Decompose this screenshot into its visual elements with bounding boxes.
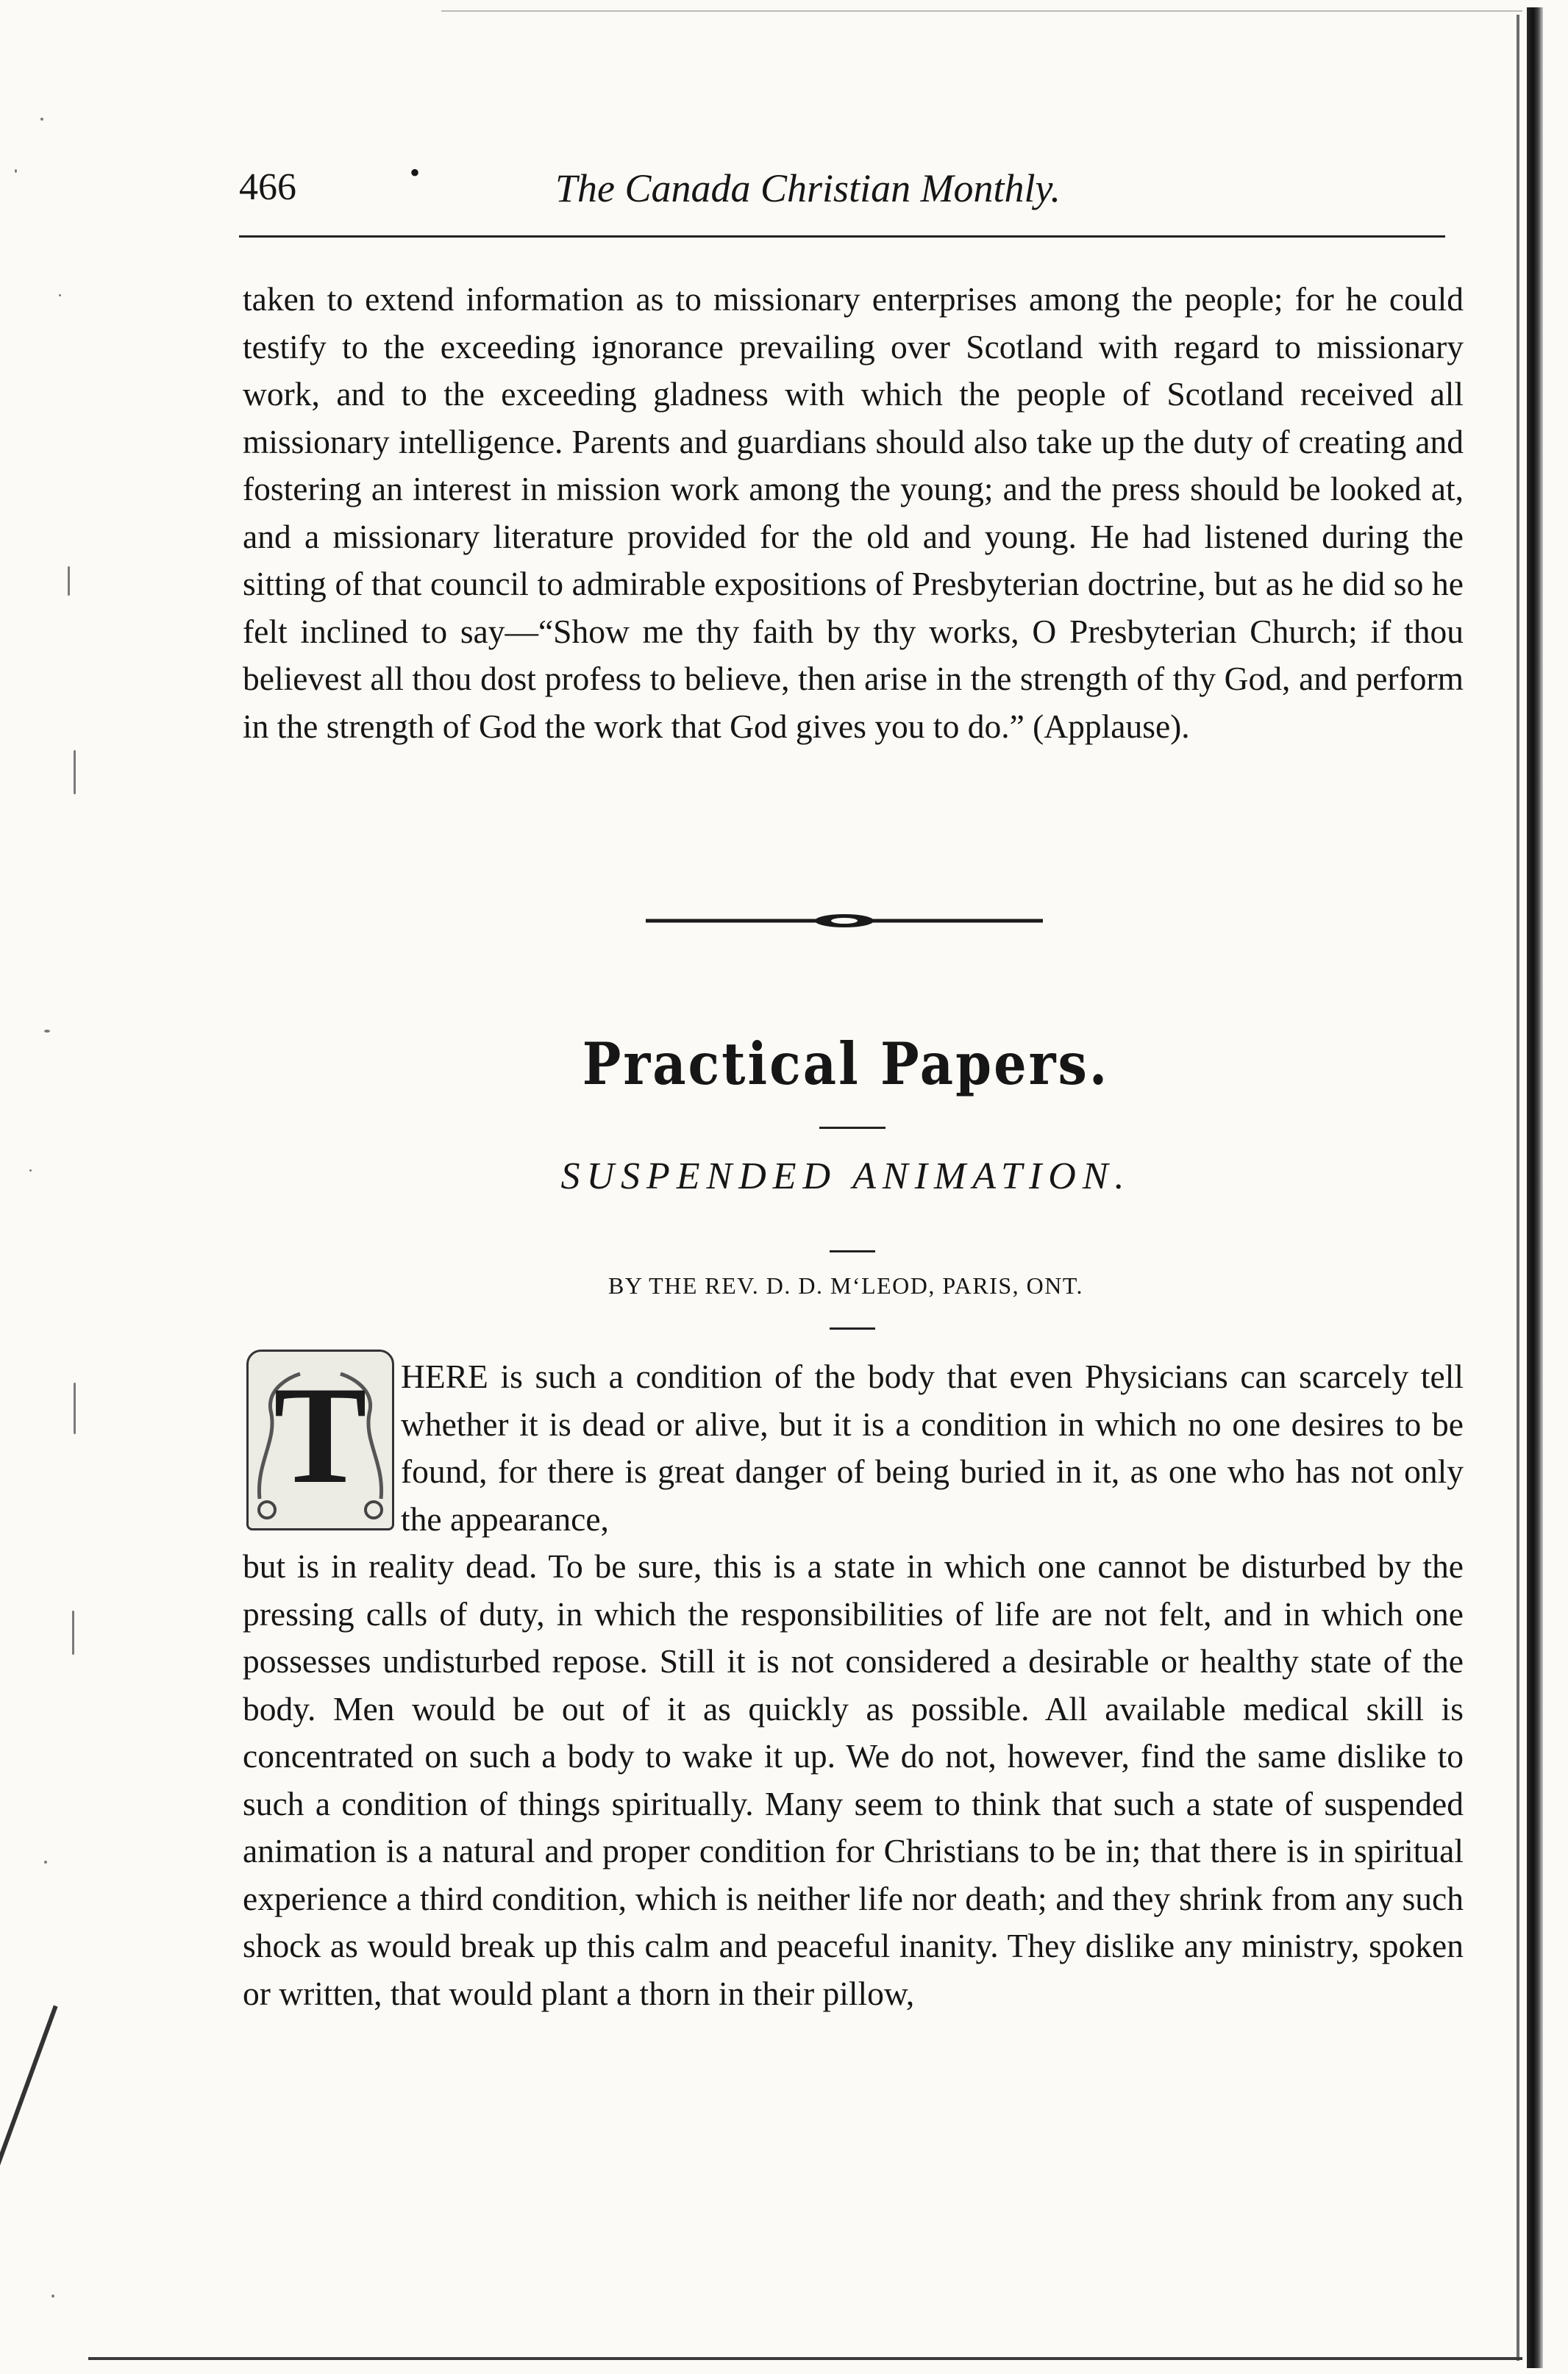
drop-cap-letter: T <box>274 1358 367 1513</box>
speck <box>74 1383 76 1434</box>
ornamental-drop-cap <box>246 1350 394 1530</box>
title-rule <box>819 1127 885 1129</box>
byline-rule <box>830 1327 875 1330</box>
speck <box>44 1861 47 1864</box>
title-rule <box>830 1250 875 1252</box>
byline: BY THE REV. D. D. M‘LEOD, PARIS, ONT. <box>607 1272 1084 1299</box>
speck <box>68 566 70 596</box>
speck <box>74 750 76 794</box>
article-lead-text: HERE is such a condition of the body that even Physicians can scarcely tell whether it is dead or alive, but it is a condition in which no one desires to be found, for there is great danger of being buried in it, as one who has not only the appearance, <box>401 1358 1464 1538</box>
speck <box>44 1030 50 1033</box>
section-title: Practical Papers. <box>582 1030 1110 1098</box>
binding-shadow-line <box>1517 15 1519 2361</box>
top-edge-line <box>441 10 1522 12</box>
previous-article-paragraph: taken to extend information as to missionary enterprises among the people; for he could testify to the exceeding ignorance prevailing over Scotland with regard to missionary work, and to the exceeding gladness with which the people of Scotland received all missionary intelligence. Parents and guardians should also take up the duty of creating and fostering an interest in mission work among the young; and the press should be looked at, and a missionary literature provided for the old and young. He had listened during the sitting of that council to admirable expositions of Presbyterian doctrine, but as he did so he felt inclined to say—“Show me thy faith by thy works, O Presbyterian Church; if thou believest all thou dost profess to believe, then arise in the strength of thy God, and perform in the strength of God the work that God gives you to do.” (Applause). <box>243 280 1464 745</box>
bottom-edge-line <box>88 2357 1522 2360</box>
journal-title: The Canada Christian Monthly. <box>555 166 1061 210</box>
article-title: SUSPENDED ANIMATION. <box>560 1155 1131 1197</box>
page-binding-edge <box>1527 7 1543 2368</box>
speck <box>40 118 43 121</box>
page-number: 466 <box>239 166 296 208</box>
header-dot: • <box>410 156 421 189</box>
article-body-text: but is in reality dead. To be sure, this is a state in which one cannot be disturbed by the pressing calls of duty, in which the responsibilities of life are not felt, and in which one possesses undisturbed repose. Still it is not considered a desirable or healthy state of the body. Men would be out of it as quickly as possible. All available medical skill is concentrated on such a body to wake it up. We do not, however, find the same dislike to such a condition of things spiritually. Many seem to think that such a state of suspended animation is a natural and proper condition for Christians to be in; that there is in spiritual experience a third condition, which is neither life nor death; and they shrink from any such shock as would break up this calm and peaceful inanity. They dislike any ministry, spoken or written, that would plant a thorn in their pillow, <box>243 1547 1464 2012</box>
speck <box>72 1611 74 1655</box>
speck <box>29 1169 32 1172</box>
speck <box>15 169 17 173</box>
speck <box>59 294 61 296</box>
header-rule <box>239 235 1445 238</box>
running-head <box>239 156 1445 217</box>
margin-specks <box>0 88 88 2368</box>
section-divider-flourish <box>646 912 1043 930</box>
speck <box>51 2295 54 2298</box>
